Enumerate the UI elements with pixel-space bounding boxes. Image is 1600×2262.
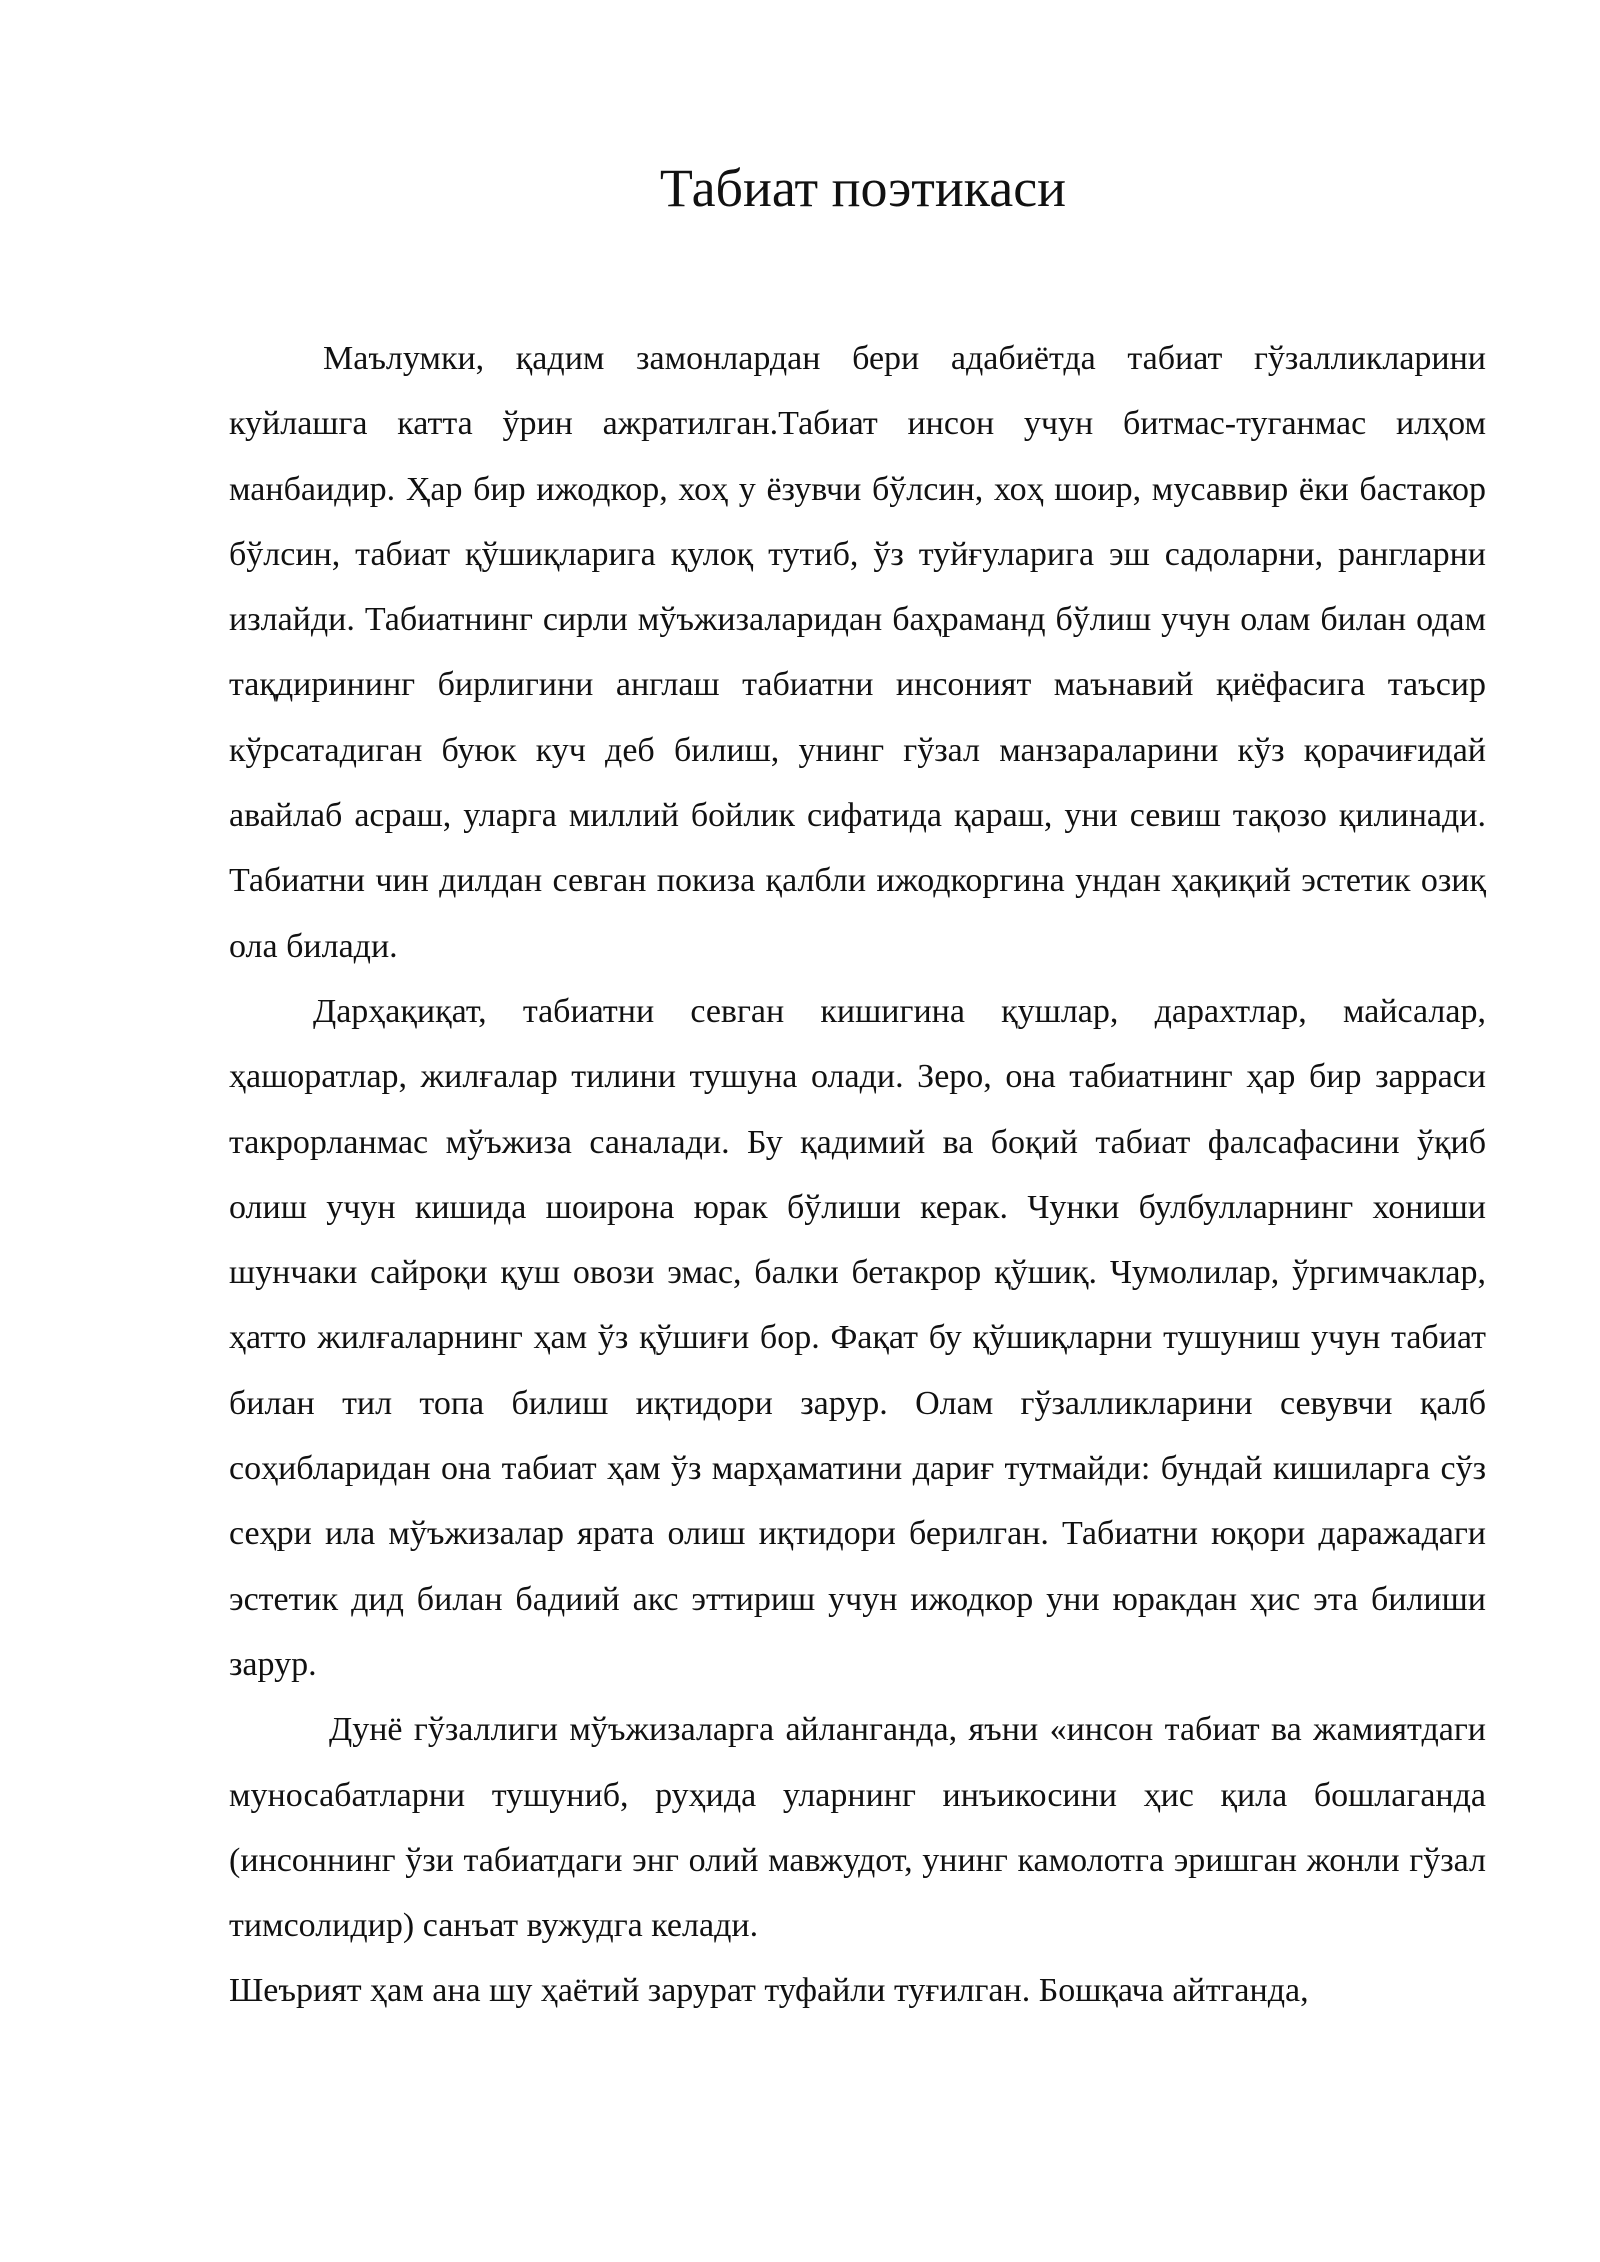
paragraph-4: Шеърият ҳам ана шу ҳаётий зарурат туфайли туғилган. Бошқача айтганда, bbox=[229, 1972, 1309, 2010]
document-body bbox=[229, 326, 1486, 2024]
paragraph-1: Маълумки, қадим замонлардан бери адабиётда табиат гўзалликларини куйлашга катта ўрин ажратилган.Табиат инсон учун битмас-туганмас илҳом манбаидир. Ҳар бир ижодкор, хоҳ у ёзувчи бўлсин, хоҳ шоир, мусаввир ёки бастакор бўлсин, табиат қўшиқларига қулоқ тутиб, ўз туйғуларига эш садоларни, рангларни излайди. Табиатнинг сирли мўъжизаларидан баҳраманд бўлиш учун олам билан одам тақдирининг бирлигини англаш табиатни инсоният маънавий қиёфасига таъсир кўрсатадиган буюк куч деб билиш, унинг гўзал манзараларини кўз қорачиғидай авайлаб асраш, уларга миллий бойлик сифатида қараш, уни севиш тақозо қилинади. Табиатни чин дилдан севган покиза қалбли ижодкоргина ундан ҳақиқий эстетик озиқ ола билади. bbox=[229, 340, 1486, 965]
paragraph-2: Дарҳақиқат, табиатни севган кишигина қушлар, дарахтлар, майсалар, ҳашоратлар, жилғалар тилини тушуна олади. Зеро, она табиатнинг ҳар бир зарраси такрорланмас мўъжиза саналади. Бу қадимий ва боқий табиат фалсафасини ўқиб олиш учун кишида шоирона юрак бўлиши керак. Чунки булбулларнинг хониши шунчаки сайроқи қуш овози эмас, балки бетакрор қўшиқ. Чумолилар, ўргимчаклар, ҳатто жилғаларнинг ҳам ўз қўшиғи бор. Фақат бу қўшиқларни тушуниш учун табиат билан тил топа билиш иқтидори зарур. Олам гўзалликларини севувчи қалб соҳибларидан она табиат ҳам ўз марҳаматини дариғ тутмайди: бундай кишиларга сўз сеҳри ила мўъжизалар ярата олиш иқтидори берилган. Табиатни юқори даражадаги эстетик дид билан бадиий акс эттириш учун ижодкор уни юракдан ҳис эта билиши зарур. bbox=[229, 992, 1486, 1683]
document-title: Табиат поэтикаси bbox=[659, 158, 1067, 218]
paragraph-3: Дунё гўзаллиги мўъжизаларга айланганда, яъни «инсон табиат ва жамиятдаги муносабатларни тушуниб, руҳида уларнинг инъикосини ҳис қила бошлаганда (инсоннинг ўзи табиатдаги энг олий мавжудот, унинг камолотга эришган жонли гўзал тимсолидир) санъат вужудга келади. bbox=[229, 1711, 1486, 1945]
